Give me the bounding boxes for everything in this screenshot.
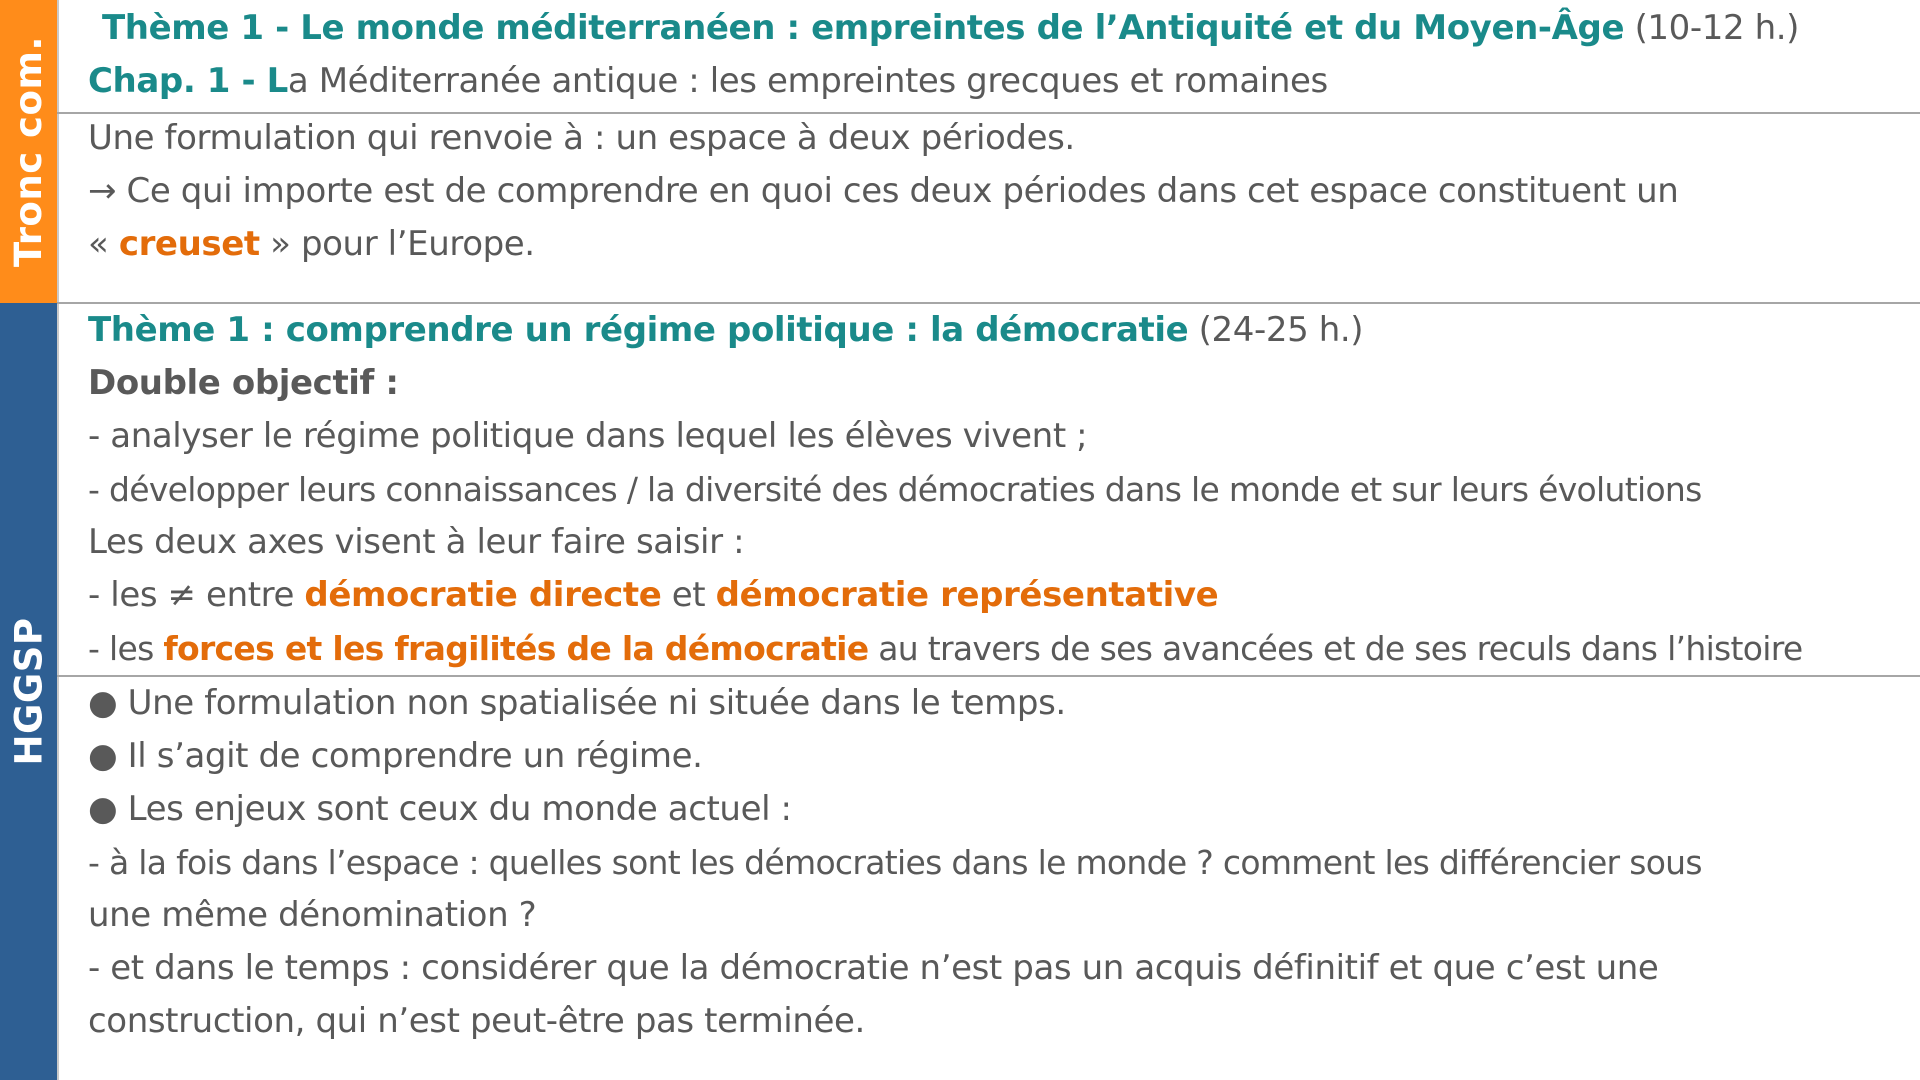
tronc-comment-cell bbox=[88, 112, 1910, 271]
tronc-theme-line bbox=[88, 2, 1910, 55]
democratie-representative-highlight: démocratie représentative bbox=[715, 575, 1219, 615]
comment-line: construction, qui n’est peut-être pas terminée. bbox=[88, 1001, 865, 1041]
hggsp-band bbox=[0, 303, 57, 1080]
hggsp-program-cell bbox=[88, 304, 1910, 675]
axis2-suffix: au travers de ses avancées et de ses reculs dans l’histoire bbox=[868, 629, 1803, 668]
tronc-heading-cell bbox=[88, 2, 1910, 108]
double-objectif-heading: Double objectif : bbox=[88, 363, 399, 403]
column-divider bbox=[57, 0, 59, 1080]
democratie-directe-highlight: démocratie directe bbox=[304, 575, 662, 615]
comment-line: - à la fois dans l’espace : quelles sont les démocraties dans le monde ? comment les différencier sous bbox=[88, 843, 1702, 882]
axis1-middle: et bbox=[661, 575, 716, 615]
hggsp-comment-cell bbox=[88, 677, 1910, 1048]
comment-line: - et dans le temps : considérer que la démocratie n’est pas un acquis définitif et que c’est une bbox=[88, 948, 1659, 988]
tronc-commun-label: Tronc com. bbox=[7, 36, 50, 267]
tronc-chapter-rest: a Méditerranée antique : les empreintes grecques et romaines bbox=[287, 61, 1328, 101]
objective-item: - analyser le régime politique dans lequel les élèves vivent ; bbox=[88, 416, 1088, 456]
comment-line: ● Les enjeux sont ceux du monde actuel : bbox=[88, 789, 792, 829]
tronc-chapter-prefix: Chap. 1 - L bbox=[88, 61, 288, 101]
tronc-comment-line-2: → Ce qui importe est de comprendre en quoi ces deux périodes dans cet espace constituent un bbox=[88, 171, 1679, 211]
axis-item-1 bbox=[88, 569, 1910, 622]
hggsp-theme-title: Thème 1 : comprendre un régime politique : la démocratie bbox=[88, 310, 1189, 350]
axis1-prefix: - les ≠ entre bbox=[88, 575, 305, 615]
comment-line: ● Une formulation non spatialisée ni située dans le temps. bbox=[88, 683, 1066, 723]
objective-item: - développer leurs connaissances / la diversité des démocraties dans le monde et sur leurs évolutions bbox=[88, 470, 1702, 509]
creuset-highlight: creuset bbox=[118, 224, 260, 264]
quote-open: « bbox=[88, 224, 119, 264]
tronc-comment-line-1: Une formulation qui renvoie à : un espace à deux périodes. bbox=[88, 118, 1075, 158]
hggsp-theme-duration: (24-25 h.) bbox=[1198, 310, 1364, 350]
axes-intro: Les deux axes visent à leur faire saisir : bbox=[88, 522, 745, 562]
axis-item-2 bbox=[88, 622, 1910, 675]
axis2-prefix: - les bbox=[88, 629, 164, 668]
hggsp-label: HGGSP bbox=[7, 617, 51, 766]
hggsp-theme-line bbox=[88, 304, 1910, 357]
tronc-commun-band bbox=[0, 0, 57, 303]
forces-fragilites-highlight: forces et les fragilités de la démocratie bbox=[163, 629, 869, 668]
comment-line: une même dénomination ? bbox=[88, 895, 537, 935]
quote-close: » pour l’Europe. bbox=[259, 224, 535, 264]
tronc-chapter-line bbox=[88, 55, 1910, 108]
tronc-theme-title: Thème 1 - Le monde méditerranéen : empreintes de l’Antiquité et du Moyen-Âge bbox=[102, 8, 1625, 48]
tronc-comment-line-3 bbox=[88, 218, 1910, 271]
tronc-theme-duration: (10-12 h.) bbox=[1634, 8, 1800, 48]
comment-line: ● Il s’agit de comprendre un régime. bbox=[88, 736, 703, 776]
